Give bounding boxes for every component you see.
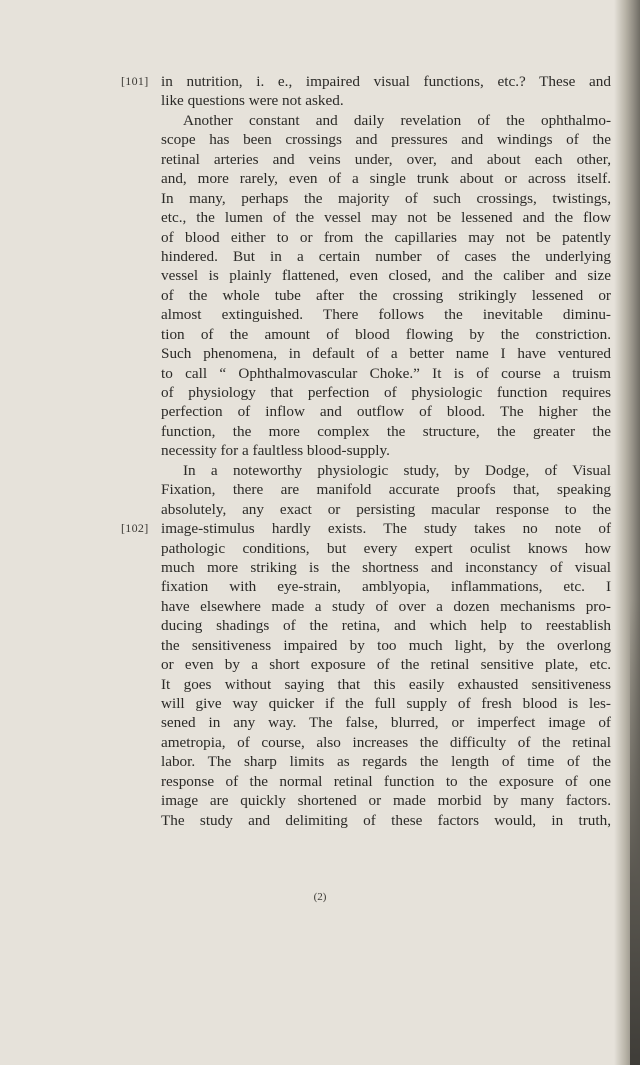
margin-page-ref: [101]: [121, 74, 149, 88]
text-line: Fixation, there are manifold accurate proofs that, speaking: [161, 481, 611, 499]
text-line: Another constant and daily revelation of the ophthalmo-: [183, 111, 611, 129]
text-line: response of the normal retinal function to the exposure of one: [161, 772, 611, 790]
text-line: tion of the amount of blood flowing by the constriction.: [161, 325, 611, 343]
text-line: [101] in nutrition, i. e., impaired visual functions, etc.? These and: [121, 73, 611, 90]
text-line: to call “ Ophthalmovascular Choke.” It is of course a truism: [161, 364, 611, 382]
text-line: of the whole tube after the crossing strikingly lessened or: [161, 286, 611, 304]
text-line: sened in any way. The false, blurred, or imperfect image of: [161, 714, 611, 732]
margin-page-ref: [102]: [121, 521, 149, 536]
body-text: [121, 72, 611, 830]
text-line: of blood either to or from the capillaries may not be patently: [161, 228, 611, 246]
text-line: It goes without saying that this easily exhausted sensitiveness: [161, 675, 611, 693]
text-line: much more striking is the shortness and inconstancy of visual: [161, 558, 611, 576]
text-line: vessel is plainly flattened, even closed, and the caliber and size: [161, 267, 611, 285]
text-line: Such phenomena, in default of a better name I have ventured: [161, 345, 611, 363]
text-line: ducing shadings of the retina, and which help to reestablish: [161, 617, 611, 635]
page-number: (2): [313, 891, 327, 903]
text-line: of physiology that perfection of physiologic function requires: [161, 384, 611, 401]
text-line: hindered. But in a certain number of cases the underlying: [161, 247, 611, 265]
text-line: In many, perhaps the majority of such crossings, twistings,: [161, 189, 611, 207]
page-edge-dark: [630, 600, 640, 1065]
text-line: necessity for a faultless blood-supply.: [161, 442, 390, 460]
text-line: ametropia, of course, also increases the difficulty of the retinal: [161, 733, 611, 751]
text-line: and, more rarely, even of a single trunk about or across itself.: [161, 170, 611, 188]
text-line: function, the more complex the structure, the greater the: [161, 422, 611, 440]
text-line: like questions were not asked.: [161, 92, 344, 110]
text-line: pathologic conditions, but every expert oculist knows how: [161, 539, 611, 557]
text-line: have elsewhere made a study of over a dozen mechanisms pro-: [161, 597, 611, 615]
text-line: In a noteworthy physiologic study, by Dodge, of Visual: [183, 461, 611, 479]
text-line: labor. The sharp limits as regards the length of time of the: [161, 753, 611, 771]
text-line: perfection of inflow and outflow of blood. The higher the: [161, 403, 611, 421]
text-line: The study and delimiting of these factors would, in truth,: [161, 811, 611, 829]
text-line: the sensitiveness impaired by too much light, by the overlong: [161, 636, 611, 654]
text-line: [102] image-stimulus hardly exists. The study takes no note of: [121, 520, 611, 538]
text-line: retinal arteries and veins under, over, and about each other,: [161, 150, 611, 168]
text-line: or even by a short exposure of the retinal sensitive plate, etc.: [161, 656, 611, 674]
text-line: almost extinguished. There follows the inevitable diminu-: [161, 306, 611, 324]
text-line: absolutely, any exact or persisting macular response to the: [161, 500, 611, 518]
text-line: fixation with eye-strain, amblyopia, inflammations, etc. I: [161, 578, 611, 596]
text-line: etc., the lumen of the vessel may not be lessened and the flow: [161, 209, 611, 227]
text-line: scope has been crossings and pressures and windings of the: [161, 131, 611, 149]
text-line: will give way quicker if the full supply of fresh blood is les-: [161, 695, 611, 712]
text-line: image are quickly shortened or made morbid by many factors.: [161, 792, 611, 810]
